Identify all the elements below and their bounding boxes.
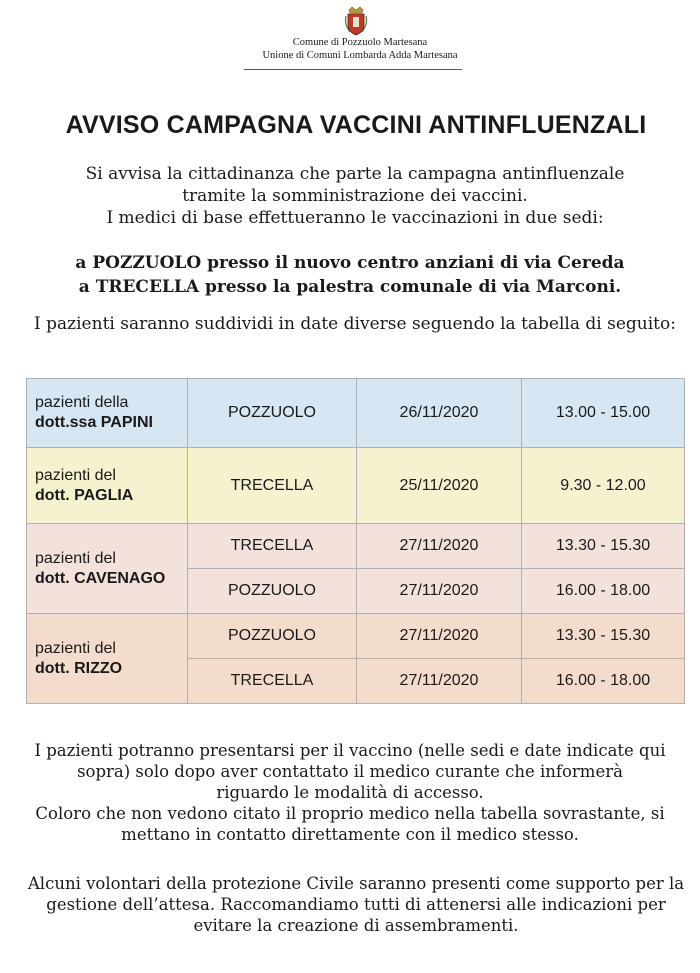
schedule-intro: I pazienti saranno suddividi in date diverse seguendo la tabella di seguito: [34,314,676,334]
table-row [27,379,685,448]
paragraph-line: riguardo le modalità di accesso. [216,783,484,802]
date-cell: 27/11/2020 [357,614,522,659]
doctor-name: dott.ssa PAPINI [35,414,153,431]
doctor-label: pazienti del [35,639,116,657]
location-cell: POZZUOLO [188,569,357,614]
page-title: AVVISO CAMPAGNA VACCINI ANTINFLUENZALI [65,111,647,139]
intro-line: Si avvisa la cittadinanza che parte la campagna antinfluenzale [85,164,625,184]
paragraph-line: I pazienti potranno presentarsi per il vaccino (nelle sedi e date indicate qui [34,741,666,760]
paragraph-line: sopra) solo dopo aver contattato il medico curante che informerà [77,762,623,781]
table-row [27,448,685,524]
location-cell: POZZUOLO [188,614,357,659]
doctor-label: pazienti del [35,466,116,484]
intro-line: tramite la somministrazione dei vaccini. [182,186,528,206]
time-cell: 16.00 - 18.00 [522,659,685,704]
doctor-name: dott. RIZZO [35,659,123,677]
doctor-label: pazienti della [35,394,129,411]
municipal-crest-icon [344,6,368,36]
vaccination-sites [0,251,700,299]
table-row [27,614,685,659]
date-cell: 26/11/2020 [357,379,522,448]
intro-line: I medici di base effettueranno le vaccinazioni in due sedi: [106,208,604,228]
time-cell: 13.30 - 15.30 [522,524,685,569]
intro-text [0,163,700,229]
civil-protection-note [0,873,700,936]
paragraph-line: evitare la creazione di assembramenti. [193,916,519,935]
paragraph-line: gestione dell’attesa. Raccomandiamo tutti di attenersi alle indicazioni per [46,895,666,914]
access-instructions [0,740,700,845]
time-cell: 16.00 - 18.00 [522,569,685,614]
date-cell: 27/11/2020 [357,659,522,704]
location-cell: POZZUOLO [188,379,357,448]
doctor-name: dott. PAGLIA [35,486,134,504]
date-cell: 25/11/2020 [357,448,522,524]
header-divider [244,69,462,70]
doctor-label: pazienti del [35,549,116,567]
site-trecella: a TRECELLA presso la palestra comunale di via Marconi. [78,277,622,297]
site-pozzuolo: a POZZUOLO presso il nuovo centro anziani di via Cereda [75,253,625,273]
location-cell: TRECELLA [188,659,357,704]
doctor-cell [27,524,188,614]
paragraph-line: mettano in contatto direttamente con il medico stesso. [121,825,579,844]
doctor-cell [27,379,188,448]
paragraph-line: Coloro che non vedono citato il proprio medico nella tabella sovrastante, si [35,804,665,823]
date-cell: 27/11/2020 [357,569,522,614]
time-cell: 13.00 - 15.00 [522,379,685,448]
location-cell: TRECELLA [188,448,357,524]
time-cell: 9.30 - 12.00 [522,448,685,524]
doctor-cell [27,448,188,524]
doctor-name: dott. CAVENAGO [35,569,166,587]
paragraph-line: Alcuni volontari della protezione Civile saranno presenti come supporto per la [27,874,685,893]
union-name: Unione di Comuni Lombarda Adda Martesana [262,50,458,61]
time-cell: 13.30 - 15.30 [522,614,685,659]
municipality-name: Comune di Pozzuolo Martesana [292,37,428,48]
schedule-table [26,378,685,704]
table-row [27,524,685,569]
date-cell: 27/11/2020 [357,524,522,569]
doctor-cell [27,614,188,704]
location-cell: TRECELLA [188,524,357,569]
